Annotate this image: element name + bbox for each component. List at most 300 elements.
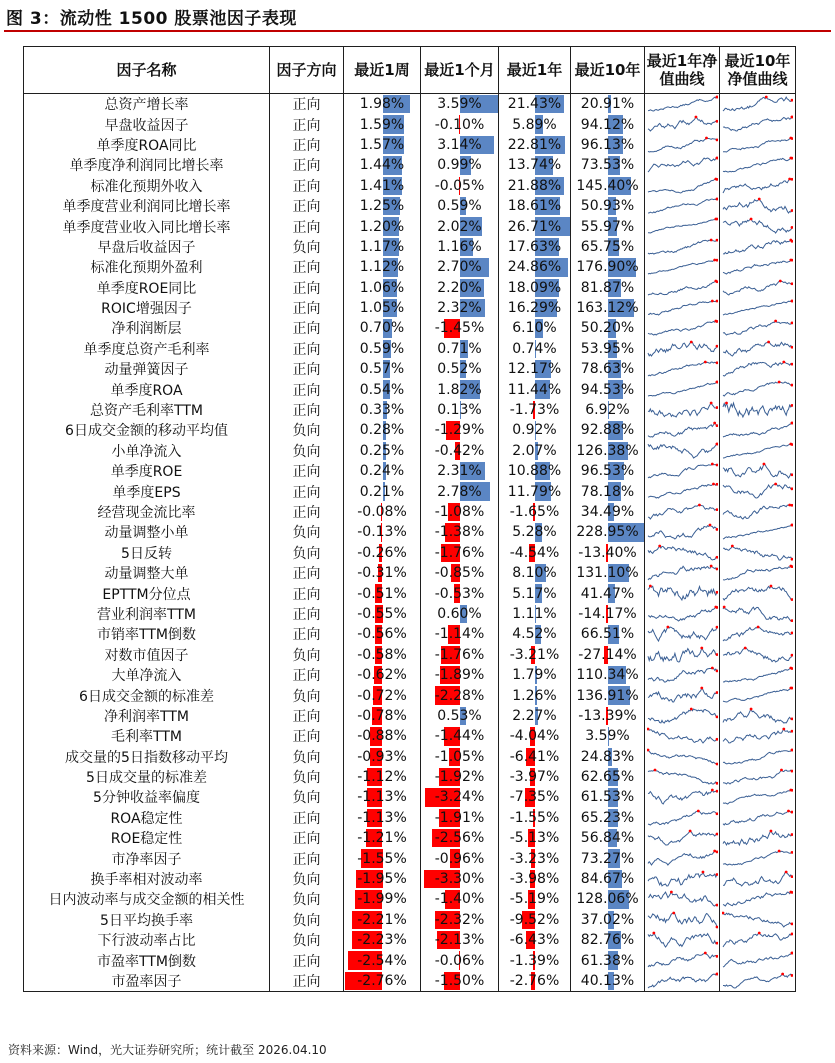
curve-1-year-cell: [645, 278, 720, 298]
factor-name-cell: 大单净流入: [24, 665, 270, 685]
sparkline-path: [648, 913, 717, 927]
table-row: [24, 543, 796, 563]
sparkline-marker: [690, 707, 693, 710]
curve-1-year-cell: [645, 135, 720, 155]
return-value: 2.07%: [512, 442, 557, 459]
return-value: 4.52%: [512, 626, 557, 643]
sparkline-path: [648, 342, 717, 356]
return-cell-y1: [499, 808, 571, 828]
return-cell-m1: [421, 257, 499, 277]
return-cell-m1: [421, 176, 499, 196]
return-cell-y10: [571, 257, 645, 277]
return-cell-m1: [421, 563, 499, 583]
return-value: -1.55%: [357, 850, 407, 867]
return-cell-m1: [421, 502, 499, 522]
factor-performance-table: [23, 46, 796, 992]
sparkline-path: [648, 505, 717, 519]
title-rule: [4, 30, 831, 32]
curve-10-year-cell: [720, 481, 796, 501]
return-cell-m1: [421, 522, 499, 542]
return-cell-y1: [499, 848, 571, 868]
return-value: 126.38%: [576, 442, 639, 459]
return-cell-y10: [571, 502, 645, 522]
return-cell-m1: [421, 889, 499, 909]
return-value: 2.70%: [437, 259, 482, 276]
return-value: -1.08%: [434, 504, 485, 520]
return-value: -7.35%: [509, 789, 560, 806]
return-cell-m1: [421, 155, 499, 175]
curve-1-year-cell: [645, 808, 720, 828]
curve-1-year-cell: [645, 726, 720, 746]
sparkline-path: [723, 281, 792, 295]
header-1-year: 最近1年: [499, 47, 571, 94]
sparkline-path: [648, 546, 717, 560]
table-row: [24, 216, 796, 236]
return-value: 1.59%: [359, 116, 405, 133]
header-factor-name: 因子名称: [24, 47, 270, 94]
curve-1-year-cell: [645, 257, 720, 277]
return-value: -1.89%: [434, 667, 485, 684]
factor-name-cell: 动量弹簧因子: [24, 359, 270, 379]
sparkline-chart: [647, 279, 718, 297]
sparkline-chart: [722, 503, 793, 521]
return-cell-y10: [571, 563, 645, 583]
sparkline-marker: [778, 850, 781, 853]
return-value: 37.02%: [580, 911, 635, 928]
sparkline-marker: [711, 667, 714, 670]
factor-name-cell: 净利润率TTM: [24, 706, 270, 726]
sparkline-marker: [716, 361, 718, 364]
return-cell-m1: [421, 481, 499, 501]
return-value: -1.92%: [434, 769, 485, 786]
return-value: 94.53%: [580, 381, 635, 398]
return-value: -5.19%: [509, 891, 560, 908]
return-cell-y10: [571, 889, 645, 909]
return-value: 18.09%: [507, 279, 562, 296]
sparkline-marker: [757, 626, 760, 629]
direction-cell: 正向: [270, 624, 344, 644]
return-value: 78.63%: [580, 361, 635, 378]
sparkline-marker: [770, 585, 773, 588]
return-cell-y1: [499, 971, 571, 992]
sparkline-path: [723, 301, 792, 315]
return-value: 96.53%: [580, 463, 635, 480]
return-cell-y1: [499, 94, 571, 115]
return-cell-m1: [421, 583, 499, 603]
return-value: 21.43%: [507, 96, 562, 113]
return-cell-m1: [421, 359, 499, 379]
return-value: -0.56%: [357, 626, 407, 643]
return-cell-y10: [571, 461, 645, 481]
sparkline-marker: [695, 116, 698, 119]
sparkline-chart: [722, 258, 793, 276]
return-cell-y1: [499, 420, 571, 440]
return-value: -1.13%: [357, 809, 407, 826]
return-cell-y1: [499, 930, 571, 950]
curve-10-year-cell: [720, 257, 796, 277]
return-cell-y1: [499, 114, 571, 134]
return-value: -1.45%: [434, 320, 485, 337]
table-row: [24, 196, 796, 216]
return-value: -2.13%: [434, 932, 485, 949]
return-cell-y1: [499, 583, 571, 603]
sparkline-chart: [722, 279, 793, 297]
sparkline-path: [723, 97, 792, 111]
sparkline-path: [723, 525, 792, 539]
return-value: 1.17%: [359, 238, 405, 255]
factor-name-cell: 市销率TTM倒数: [24, 624, 270, 644]
return-cell-y10: [571, 624, 645, 644]
direction-cell: 正向: [270, 278, 344, 298]
table-row: [24, 278, 796, 298]
sparkline-chart: [647, 911, 718, 929]
curve-1-year-cell: [645, 889, 720, 909]
return-cell-y1: [499, 869, 571, 889]
direction-cell: 正向: [270, 726, 344, 746]
sparkline-chart: [647, 258, 718, 276]
sparkline-marker: [711, 300, 714, 303]
sparkline-chart: [647, 421, 718, 439]
table-row: [24, 685, 796, 705]
return-value: 1.26%: [512, 687, 557, 704]
return-cell-w1: [344, 685, 421, 705]
header-1-year-curve: 最近1年净值曲线: [645, 47, 720, 94]
direction-cell: 正向: [270, 298, 344, 318]
return-value: 0.21%: [359, 483, 405, 500]
sparkline-marker: [716, 762, 718, 765]
sparkline-marker: [710, 565, 713, 568]
return-value: 2.27%: [512, 707, 557, 724]
factor-name-cell: 经营现金流比率: [24, 502, 270, 522]
return-cell-m1: [421, 930, 499, 950]
sparkline-path: [648, 321, 717, 335]
sparkline-marker: [716, 626, 718, 629]
sparkline-path: [648, 260, 717, 274]
sparkline-path: [723, 831, 792, 845]
sparkline-marker: [744, 646, 747, 649]
curve-10-year-cell: [720, 135, 796, 155]
return-value: -0.58%: [357, 646, 407, 663]
sparkline-marker: [716, 873, 718, 876]
return-value: -1.39%: [509, 952, 560, 969]
sparkline-path: [723, 811, 792, 825]
return-value: 24.83%: [580, 748, 635, 765]
factor-name-cell: 小单净流入: [24, 441, 270, 461]
return-cell-y10: [571, 787, 645, 807]
return-cell-y1: [499, 767, 571, 787]
return-value: -3.30%: [434, 871, 485, 888]
sparkline-marker: [690, 340, 693, 343]
return-cell-y1: [499, 359, 571, 379]
return-cell-y1: [499, 828, 571, 848]
return-cell-m1: [421, 420, 499, 440]
sparkline-chart: [647, 177, 718, 195]
direction-cell: 正向: [270, 971, 344, 992]
factor-name-cell: 早盘后收益因子: [24, 237, 270, 257]
sparkline-marker: [778, 381, 781, 384]
curve-10-year-cell: [720, 400, 796, 420]
curve-1-year-cell: [645, 665, 720, 685]
return-value: 73.27%: [580, 850, 635, 867]
return-value: -1.65%: [509, 504, 560, 520]
sparkline-chart: [722, 870, 793, 888]
return-value: 110.34%: [576, 667, 639, 684]
sparkline-chart: [722, 319, 793, 337]
table-row: [24, 583, 796, 603]
sparkline-chart: [722, 748, 793, 766]
sparkline-marker: [750, 707, 753, 710]
curve-10-year-cell: [720, 298, 796, 318]
return-value: 16.29%: [507, 300, 562, 317]
curve-10-year-cell: [720, 747, 796, 767]
return-cell-w1: [344, 889, 421, 909]
return-value: 0.74%: [512, 340, 557, 357]
sparkline-path: [723, 138, 792, 152]
sparkline-path: [723, 648, 792, 662]
curve-1-year-cell: [645, 930, 720, 950]
return-cell-w1: [344, 971, 421, 992]
sparkline-chart: [722, 177, 793, 195]
table-row: [24, 706, 796, 726]
return-value: 82.76%: [580, 932, 635, 949]
curve-10-year-cell: [720, 522, 796, 542]
return-value: 24.86%: [507, 259, 562, 276]
return-value: 0.70%: [359, 320, 405, 337]
return-cell-w1: [344, 257, 421, 277]
sparkline-chart: [647, 625, 718, 643]
table-row: [24, 889, 796, 909]
return-value: 11.44%: [507, 381, 562, 398]
return-cell-m1: [421, 685, 499, 705]
return-cell-w1: [344, 481, 421, 501]
return-value: 1.41%: [359, 177, 405, 194]
sparkline-path: [723, 342, 792, 356]
table-row: [24, 481, 796, 501]
sparkline-marker: [710, 401, 713, 404]
return-value: -14.17%: [578, 605, 637, 622]
return-value: -0.08%: [357, 504, 407, 520]
sparkline-marker: [791, 300, 793, 303]
return-value: -0.51%: [357, 585, 407, 602]
return-value: -2.54%: [357, 952, 407, 969]
sparkline-path: [723, 362, 792, 376]
sparkline-marker: [750, 218, 753, 221]
curve-1-year-cell: [645, 502, 720, 522]
sparkline-chart: [722, 686, 793, 704]
sparkline-chart: [647, 666, 718, 684]
factor-name-cell: 毛利率TTM: [24, 726, 270, 746]
sparkline-path: [648, 627, 717, 641]
return-cell-w1: [344, 298, 421, 318]
table-row: [24, 114, 796, 134]
return-cell-y1: [499, 950, 571, 970]
sparkline-chart: [647, 788, 718, 806]
sparkline-marker: [654, 768, 657, 771]
return-cell-y10: [571, 685, 645, 705]
return-value: 1.20%: [359, 218, 405, 235]
return-cell-m1: [421, 604, 499, 624]
return-cell-y1: [499, 543, 571, 563]
sparkline-chart: [647, 115, 718, 133]
sparkline-path: [648, 974, 717, 988]
return-value: -0.78%: [357, 707, 407, 724]
direction-cell: 正向: [270, 379, 344, 399]
return-value: 11.79%: [507, 483, 562, 500]
return-cell-m1: [421, 441, 499, 461]
sparkline-marker: [782, 728, 785, 731]
sparkline-chart: [647, 870, 718, 888]
curve-10-year-cell: [720, 420, 796, 440]
sparkline-path: [648, 138, 717, 152]
return-value: 10.88%: [507, 463, 562, 480]
direction-cell: 正向: [270, 216, 344, 236]
direction-cell: 正向: [270, 828, 344, 848]
direction-cell: 负向: [270, 237, 344, 257]
return-value: 0.13%: [437, 402, 482, 419]
curve-10-year-cell: [720, 848, 796, 868]
factor-name-cell: 5分钟收益率偏度: [24, 787, 270, 807]
return-value: 2.31%: [437, 463, 482, 480]
return-cell-y1: [499, 461, 571, 481]
curve-1-year-cell: [645, 196, 720, 216]
return-value: -1.44%: [434, 728, 485, 745]
return-value: -2.76%: [357, 972, 407, 989]
return-value: -0.42%: [434, 442, 485, 459]
sparkline-chart: [722, 299, 793, 317]
return-cell-w1: [344, 787, 421, 807]
curve-1-year-cell: [645, 950, 720, 970]
direction-cell: 负向: [270, 747, 344, 767]
sparkline-chart: [647, 482, 718, 500]
return-value: -0.53%: [434, 585, 485, 602]
return-value: -0.62%: [357, 667, 407, 684]
sparkline-marker: [791, 922, 793, 925]
return-cell-y1: [499, 237, 571, 257]
factor-name-cell: ROE稳定性: [24, 828, 270, 848]
return-value: 0.99%: [437, 157, 482, 174]
curve-10-year-cell: [720, 869, 796, 889]
return-cell-m1: [421, 379, 499, 399]
factor-name-cell: 市盈率TTM倒数: [24, 950, 270, 970]
factor-name-cell: 5日成交量的标准差: [24, 767, 270, 787]
sparkline-path: [723, 974, 792, 988]
curve-1-year-cell: [645, 318, 720, 338]
sparkline-chart: [647, 890, 718, 908]
sparkline-path: [648, 872, 717, 886]
sparkline-chart: [722, 156, 793, 174]
factor-name-cell: 单季度EPS: [24, 481, 270, 501]
factor-name-cell: 换手率相对波动率: [24, 869, 270, 889]
sparkline-marker: [770, 830, 773, 833]
sparkline-path: [648, 750, 717, 764]
curve-10-year-cell: [720, 889, 796, 909]
table-row: [24, 869, 796, 889]
return-cell-w1: [344, 665, 421, 685]
table-row: [24, 379, 796, 399]
table-row: [24, 502, 796, 522]
direction-cell: 负向: [270, 767, 344, 787]
return-cell-w1: [344, 828, 421, 848]
curve-1-year-cell: [645, 237, 720, 257]
return-cell-w1: [344, 196, 421, 216]
return-cell-m1: [421, 828, 499, 848]
direction-cell: 负向: [270, 910, 344, 930]
sparkline-path: [723, 688, 792, 702]
sparkline-chart: [722, 544, 793, 562]
return-value: 1.12%: [359, 259, 405, 276]
table-row: [24, 726, 796, 746]
curve-1-year-cell: [645, 359, 720, 379]
return-cell-w1: [344, 624, 421, 644]
factor-name-cell: ROIC增强因子: [24, 298, 270, 318]
table-row: [24, 645, 796, 665]
return-cell-y10: [571, 950, 645, 970]
return-cell-m1: [421, 196, 499, 216]
sparkline-marker: [698, 503, 701, 506]
return-cell-y10: [571, 237, 645, 257]
sparkline-chart: [722, 666, 793, 684]
direction-cell: 负向: [270, 930, 344, 950]
return-cell-m1: [421, 135, 499, 155]
sparkline-path: [648, 892, 717, 906]
sparkline-chart: [722, 951, 793, 969]
sparkline-path: [648, 362, 717, 376]
sparkline-path: [723, 750, 792, 764]
curve-10-year-cell: [720, 726, 796, 746]
sparkline-path: [648, 953, 717, 967]
factor-name-cell: 总资产增长率: [24, 94, 270, 115]
sparkline-chart: [647, 768, 718, 786]
return-value: 136.91%: [576, 687, 639, 704]
table-row: [24, 94, 796, 115]
table-row: [24, 176, 796, 196]
table-row: [24, 155, 796, 175]
return-value: 1.06%: [359, 279, 405, 296]
source-note: 资料来源：Wind，光大证券研究所；统计截至 2026.04.10: [8, 1043, 327, 1057]
return-cell-y1: [499, 502, 571, 522]
curve-10-year-cell: [720, 155, 796, 175]
sparkline-path: [648, 525, 717, 539]
sparkline-chart: [722, 829, 793, 847]
table-row: [24, 339, 796, 359]
sparkline-marker: [782, 361, 785, 364]
return-value: -13.39%: [578, 707, 637, 724]
return-cell-y1: [499, 379, 571, 399]
return-cell-y10: [571, 910, 645, 930]
factor-name-cell: 单季度营业收入同比增长率: [24, 216, 270, 236]
return-value: -2.76%: [509, 972, 560, 989]
table-row: [24, 135, 796, 155]
return-cell-y1: [499, 135, 571, 155]
sparkline-chart: [647, 503, 718, 521]
factor-name-cell: 5日反转: [24, 543, 270, 563]
sparkline-marker: [716, 790, 718, 793]
return-value: 1.57%: [359, 136, 405, 153]
sparkline-marker: [709, 524, 712, 527]
return-cell-y10: [571, 543, 645, 563]
return-cell-m1: [421, 298, 499, 318]
sparkline-chart: [722, 380, 793, 398]
sparkline-marker: [658, 544, 661, 547]
return-value: -4.04%: [509, 728, 560, 745]
curve-10-year-cell: [720, 196, 796, 216]
return-value: 163.12%: [576, 300, 639, 317]
return-cell-y1: [499, 706, 571, 726]
return-value: 0.33%: [359, 402, 405, 419]
sparkline-path: [723, 423, 792, 437]
sparkline-path: [723, 627, 792, 641]
sparkline-marker: [672, 911, 675, 914]
